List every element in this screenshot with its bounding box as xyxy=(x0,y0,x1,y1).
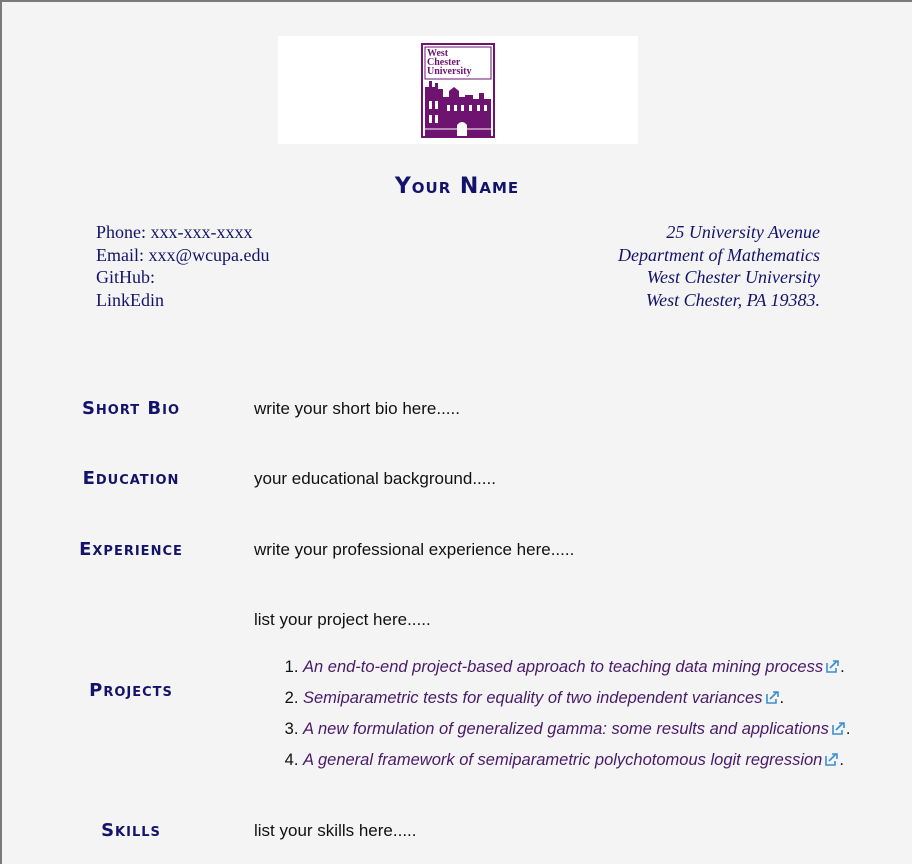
project-link[interactable]: A new formulation of generalized gamma: some results and applications xyxy=(303,720,829,738)
address-city: West Chester, PA 19383. xyxy=(645,290,820,311)
project-link[interactable]: An end-to-end project-based approach to teaching data mining process xyxy=(303,658,824,676)
section-label-education: Education xyxy=(82,468,180,489)
project-link[interactable]: Semiparametric tests for equality of two independent variances xyxy=(303,689,763,707)
list-item xyxy=(303,718,850,749)
experience-text: write your professional experience here..... xyxy=(254,540,575,559)
contact-info xyxy=(96,221,270,312)
project-suffix: . xyxy=(845,720,851,738)
skills-text: list your skills here..... xyxy=(254,821,417,840)
project-list xyxy=(263,656,850,780)
address-street: 25 University Avenue xyxy=(666,222,820,242)
project-suffix: . xyxy=(779,689,785,707)
list-item xyxy=(303,749,850,780)
address-university: West Chester University xyxy=(646,267,820,288)
project-suffix: . xyxy=(839,751,844,769)
email: Email: xxx@wcupa.edu xyxy=(96,244,270,265)
address-block xyxy=(618,221,820,312)
logo-line-1: West xyxy=(427,48,449,59)
short-bio-text: write your short bio here..... xyxy=(254,399,460,418)
logo-line-2: Chester xyxy=(427,57,461,68)
section-label-experience: Experience xyxy=(79,539,183,560)
external-link-icon[interactable] xyxy=(766,690,780,704)
list-item xyxy=(303,656,850,687)
github: GitHub: xyxy=(96,267,156,288)
project-link[interactable]: A general framework of semiparametric polychotomous logit regression xyxy=(303,751,823,769)
west-chester-university-logo xyxy=(421,43,495,138)
external-link-icon[interactable] xyxy=(826,659,840,673)
section-label-skills: Skills xyxy=(101,820,161,841)
linkedin: LinkEdin xyxy=(96,290,164,311)
person-name: Your Name xyxy=(394,174,520,199)
university-logo-banner xyxy=(278,36,638,144)
phone: Phone: xxx-xxx-xxxx xyxy=(96,222,253,242)
logo-line-3: University xyxy=(427,66,472,77)
projects-intro: list your project here..... xyxy=(254,610,431,629)
section-label-projects: Projects xyxy=(89,680,173,701)
project-suffix: . xyxy=(840,658,845,676)
section-label-short-bio: Short Bio xyxy=(81,398,181,419)
external-link-icon[interactable] xyxy=(825,752,839,766)
address-department: Department of Mathematics xyxy=(618,244,820,265)
list-item xyxy=(303,687,850,718)
external-link-icon[interactable] xyxy=(832,721,846,735)
education-text: your educational background..... xyxy=(254,469,496,488)
